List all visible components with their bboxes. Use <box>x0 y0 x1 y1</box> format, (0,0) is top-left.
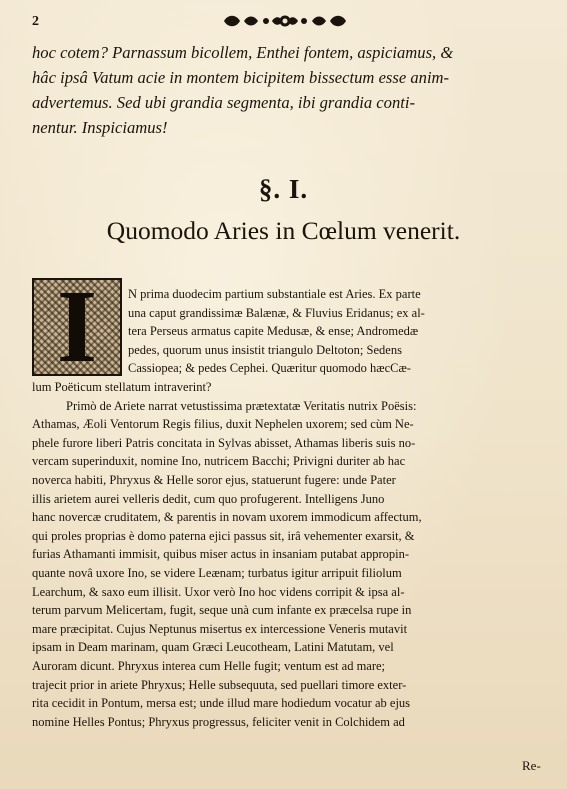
text-line: hanc novercæ cruditatem, & parentis in novam uxorem immodicum affectum, <box>32 510 422 525</box>
text-line: noverca habiti, Phryxus & Helle soror ejus, statuerunt fugere: unde Pater <box>32 472 396 487</box>
catchword: Re- <box>522 758 541 773</box>
intro-line: advertemus. Sed ubi grandia segmenta, ibi grandia conti- <box>32 93 415 112</box>
body-text <box>32 378 554 731</box>
text-line: rita cecidit in Pontum, mersa est; unde illud mare hodiedum vocatur ab ejus <box>32 696 411 711</box>
text-line: Auroram dicunt. Phryxus interea cum Helle fugit; ventum est ad mare; <box>32 658 386 673</box>
intro-line: hâc ipsâ Vatum acie in montem bicipitem bissectum esse anim- <box>32 68 450 87</box>
text-line: tera Perseus armatus capite Medusæ, & ense; Andromedæ <box>128 324 419 339</box>
text-line: illis arietem aurei velleris dedit, cum quo profugerent. Intelligens Juno <box>32 491 385 506</box>
intro-paragraph <box>32 40 552 140</box>
page-number: 2 <box>32 14 39 29</box>
text-line: quante novâ uxore Ino, se videre Leænam; turbatus igitur arripuit filiolum <box>32 565 402 580</box>
section-number: §. I. <box>258 174 309 204</box>
text-line: Cassiopea; & pedes Cephei. Quæritur quomodo hæcCæ- <box>128 361 411 376</box>
text-line: Athamas, Æoli Ventorum Regis filius, duxit Nephelen uxorem; sed cùm Ne- <box>32 417 414 432</box>
drop-cap-letter: I <box>56 269 98 384</box>
text-line: mare præcipitat. Cujus Neptunus misertus ex intercessione Veneris mutavit <box>32 621 408 636</box>
intro-line: nentur. Inspiciamus! <box>32 118 168 137</box>
text-line: pedes, quorum unus insistit triangulo Deltoton; Sedens <box>128 342 402 357</box>
text-line: nomine Helles Pontus; Phryxus progressus, feliciter venit in Colchidem ad <box>32 714 405 729</box>
decorated-initial <box>32 269 122 384</box>
text-line: Learchum, & saxo eum illisit. Uxor verò Ino hoc videns corripit & ipsa al- <box>32 584 405 599</box>
intro-line: hoc cotem? Parnassum bicollem, Enthei fontem, aspiciamus, & <box>32 43 454 62</box>
text-line: lum Poëticum stellatum intraverint? <box>32 380 212 394</box>
text-line: trajecit prior in ariete Phryxus; Helle subsequuta, sed puellari timore exter- <box>32 677 407 692</box>
printers-ornament-icon <box>220 12 350 30</box>
text-line: furias Athamanti immisit, quibus miser actus in insaniam putabat appropin- <box>32 547 410 562</box>
text-line: phele furore liberi Patris concitata in Sylvas abisset, Athamas liberis suis no- <box>32 435 416 450</box>
text-line: una caput grandissimæ Balænæ, & Fluvius Eridanus; ex al- <box>128 305 425 320</box>
text-line: ipsam in Deam marinam, quam Græci Leucotheam, Latini Matutam, vel <box>32 640 394 655</box>
text-line: vercam superinduxit, nomine Ino, nutricem Bacchi; Privigni duriter ab hac <box>32 454 406 469</box>
opening-lines <box>128 285 553 378</box>
text-line: qui proles proprias è domo paterna ejici passus sit, irâ vehementer exarsit, & <box>32 528 415 543</box>
text-line: terum parvum Melicertam, fugit, seque unà cum infante ex præcelsa rupe in <box>32 603 412 618</box>
chapter-title: Quomodo Aries in Cœlum venerit. <box>106 216 461 245</box>
text-line: Primò de Ariete narrat vetustissima prætextatæ Veritatis nutrix Poësis: <box>66 398 417 413</box>
text-line: N prima duodecim partium substantiale est Aries. Ex parte <box>128 287 421 301</box>
